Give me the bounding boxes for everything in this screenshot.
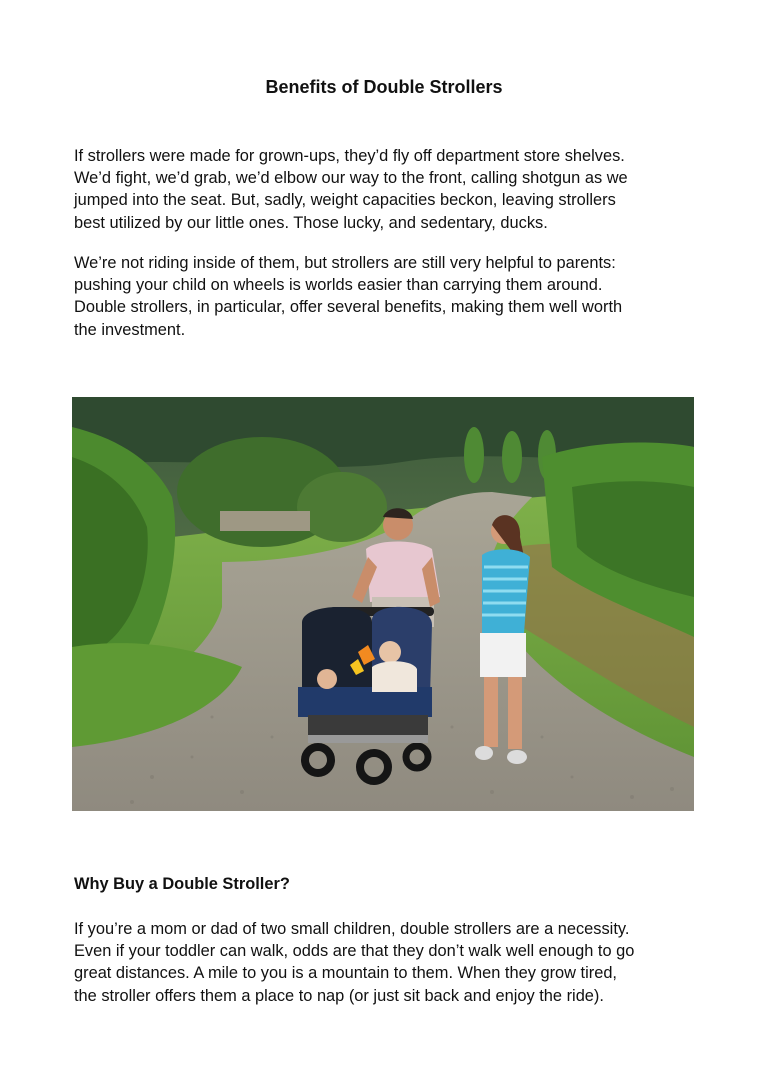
paragraph-line: Even if your toddler can walk, odds are that they don’t walk well enough to go xyxy=(74,942,635,961)
second-paragraph xyxy=(74,252,704,341)
document-title: Benefits of Double Strollers xyxy=(265,77,503,97)
paragraph-line: If you’re a mom or dad of two small children, double strollers are a necessity. xyxy=(74,920,630,938)
paragraph-line: We’d fight, we’d grab, we’d elbow our way to the front, calling shotgun as we xyxy=(74,169,628,188)
paragraph-line: Double strollers, in particular, offer several benefits, making them well worth xyxy=(74,298,623,317)
paragraph-line: great distances. A mile to you is a mountain to them. When they grow tired, xyxy=(74,964,617,983)
paragraph-line: We’re not riding inside of them, but strollers are still very helpful to parents: xyxy=(74,254,616,272)
paragraph-line: If strollers were made for grown-ups, they’d fly off department store shelves. xyxy=(74,147,625,165)
intro-paragraph xyxy=(74,145,704,234)
paragraph-line: pushing your child on wheels is worlds easier than carrying them around. xyxy=(74,276,603,295)
section-heading: Why Buy a Double Stroller? xyxy=(74,875,290,893)
paragraph-line: jumped into the seat. But, sadly, weight capacities beckon, leaving strollers xyxy=(74,191,616,210)
paragraph-line: best utilized by our little ones. Those lucky, and sedentary, ducks. xyxy=(74,213,548,232)
paragraph-line: the investment. xyxy=(74,320,186,339)
family-stroller-photo xyxy=(72,397,694,811)
section-paragraph xyxy=(74,918,704,1007)
paragraph-line: the stroller offers them a place to nap (or just sit back and enjoy the ride). xyxy=(74,986,604,1005)
